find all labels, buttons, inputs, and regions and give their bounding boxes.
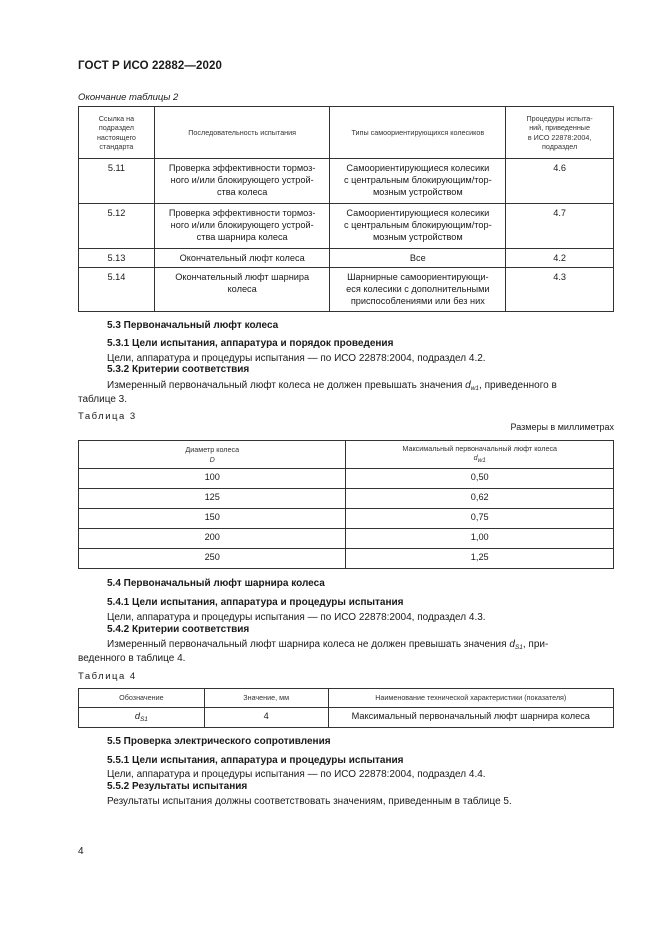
section-5-5-title: 5.5 Проверка электрического сопротивления [107, 736, 331, 747]
section-5-4-1-text: Цели, аппаратура и процедуры испытания — по ИСО 22878:2004, подраздел 4.3. [107, 612, 486, 623]
table3-cell-diameter: 150 [79, 509, 346, 529]
table-row [79, 159, 614, 204]
table2-cell-ref: 5.11 [79, 159, 155, 204]
section-5-4-2-text-cont: веденного в таблице 4. [78, 653, 186, 664]
table3-cell-play: 0,50 [346, 469, 614, 489]
table2-cell-sequence: Окончательный люфт шарнира колеса [154, 268, 330, 312]
table3-cell-diameter: 200 [79, 529, 346, 549]
section-5-4-title: 5.4 Первоначальный люфт шарнира колеса [107, 578, 325, 589]
table4-cell-symbol: $d_{S1}$ [79, 708, 205, 728]
section-5-4-2-text: Измеренный первоначальный люфт шарнира колеса не должен превышать значения $d_{S1}$, при- [107, 639, 549, 651]
table2-cell-procedure: 4.7 [506, 204, 614, 249]
document-header: ГОСТ Р ИСО 22882—2020 [78, 60, 223, 72]
table3-cell-play: 0,75 [346, 509, 614, 529]
section-5-3-2-text: Измеренный первоначальный люфт колеса не должен превышать значения $d_{w1}$, приведенного в [107, 380, 557, 392]
table2 [78, 106, 614, 312]
section-5-4-1-title: 5.4.1 Цели испытания, аппаратура и процедуры испытания [107, 597, 404, 608]
table3-caption: Таблица 3 [78, 411, 137, 422]
page-number: 4 [78, 846, 84, 857]
table2-cell-types: Шарнирные самоориентирующи- еся колесики с дополнительными приспособлениями или без них [330, 268, 506, 312]
table2-cell-procedure: 4.6 [506, 159, 614, 204]
section-5-4-2-title: 5.4.2 Критерии соответствия [107, 624, 250, 635]
table-row [79, 529, 614, 549]
table2-cell-types: Самоориентирующиеся колесики с центральным блокирующим/тор- мозным устройством [330, 204, 506, 249]
table4-header-symbol: Обозначение [79, 689, 205, 708]
table4-cell-value: 4 [204, 708, 328, 728]
table3-units: Размеры в миллиметрах [510, 422, 614, 432]
table2-cell-ref: 5.12 [79, 204, 155, 249]
table4-header-name: Наименование технической характеристики (показателя) [328, 689, 613, 708]
table2-cell-ref: 5.14 [79, 268, 155, 312]
section-5-5-2-title: 5.5.2 Результаты испытания [107, 781, 248, 792]
table-row [79, 509, 614, 529]
table3-cell-diameter: 250 [79, 549, 346, 569]
table-row [79, 204, 614, 249]
table-row [79, 268, 614, 312]
table3-cell-diameter: 125 [79, 489, 346, 509]
table4-header-value: Значение, мм [204, 689, 328, 708]
table-row [79, 469, 614, 489]
table3-cell-play: 1,00 [346, 529, 614, 549]
table3-cell-play: 0,62 [346, 489, 614, 509]
table4 [78, 688, 614, 728]
section-5-5-1-text: Цели, аппаратура и процедуры испытания — по ИСО 22878:2004, подраздел 4.4. [107, 769, 486, 780]
table4-caption: Таблица 4 [78, 671, 137, 682]
table2-continuation-label: Окончание таблицы 2 [78, 92, 179, 103]
table3-cell-diameter: 100 [79, 469, 346, 489]
table4-cell-name: Максимальный первоначальный люфт шарнира колеса [328, 708, 613, 728]
table-row [79, 249, 614, 268]
section-5-3-2-text-cont: таблице 3. [78, 394, 128, 405]
table2-header-ref: Ссылка на подраздел настоящего стандарта [79, 107, 155, 159]
table2-cell-procedure: 4.3 [506, 268, 614, 312]
table3 [78, 440, 614, 569]
table2-cell-sequence: Окончательный люфт колеса [154, 249, 330, 268]
table3-header-play: Максимальный первоначальный люфт колеса dw1 [346, 441, 614, 469]
section-5-5-2-text: Результаты испытания должны соответствовать значениям, приведенным в таблице 5. [107, 796, 512, 807]
section-5-3-2-title: 5.3.2 Критерии соответствия [107, 364, 250, 375]
table3-cell-play: 1,25 [346, 549, 614, 569]
table2-cell-sequence: Проверка эффективности тормоз- ного и/или блокирующего устрой- ства шарнира колеса [154, 204, 330, 249]
table2-header-types: Типы самоориентирующихся колесиков [330, 107, 506, 159]
section-5-3-1-title: 5.3.1 Цели испытания, аппаратура и порядок проведения [107, 338, 394, 349]
table2-cell-types: Все [330, 249, 506, 268]
section-5-3-title: 5.3 Первоначальный люфт колеса [107, 320, 279, 331]
table-row [79, 549, 614, 569]
table3-header-diameter: Диаметр колеса D [79, 441, 346, 469]
table2-header-procedures: Процедуры испыта- ний, приведенные в ИСО 22878:2004, подраздел [506, 107, 614, 159]
table2-cell-ref: 5.13 [79, 249, 155, 268]
table2-cell-types: Самоориентирующиеся колесики с центральным блокирующим/тор- мозным устройством [330, 159, 506, 204]
table-row [79, 489, 614, 509]
section-5-3-1-text: Цели, аппаратура и процедуры испытания — по ИСО 22878:2004, подраздел 4.2. [107, 353, 486, 364]
section-5-5-1-title: 5.5.1 Цели испытания, аппаратура и процедуры испытания [107, 755, 404, 766]
table2-cell-procedure: 4.2 [506, 249, 614, 268]
table-row [79, 708, 614, 728]
table2-header-sequence: Последовательность испытания [154, 107, 330, 159]
table2-cell-sequence: Проверка эффективности тормоз- ного и/или блокирующего устрой- ства колеса [154, 159, 330, 204]
